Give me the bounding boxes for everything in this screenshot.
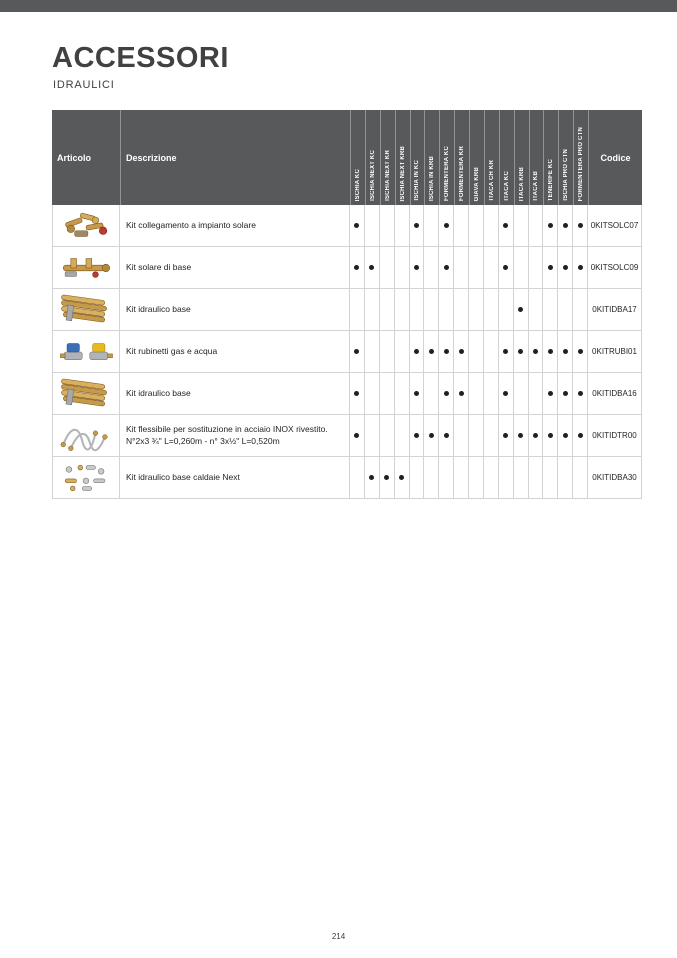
compatibility-dot: [369, 475, 374, 480]
compatibility-cell-formentera-pro-ctn: [573, 205, 588, 247]
compatibility-cell-ischia-next-krb: [395, 331, 410, 373]
compatibility-cell-ischia-in-kc: [410, 205, 425, 247]
compatibility-dot: [548, 349, 553, 354]
column-header-giava-krb: [469, 110, 484, 205]
compatibility-cell-ischia-next-kc: [365, 289, 380, 331]
page-title: ACCESSORI: [52, 42, 229, 74]
gas-water-taps-kit-image: [57, 334, 115, 370]
model-column-label: FORMENTERA PRO CTN: [578, 126, 585, 201]
model-column-label: ITACA CH KR: [488, 160, 495, 201]
compatibility-dot: [459, 349, 464, 354]
compatibility-cell-giava-krb: [469, 289, 484, 331]
compatibility-cell-formentera-kr: [454, 415, 469, 457]
compatibility-dot: [548, 391, 553, 396]
compatibility-cell-ischia-in-kc: [410, 289, 425, 331]
compatibility-dot: [548, 265, 553, 270]
column-header-ischia-kc: [350, 110, 365, 205]
compatibility-cell-itaca-kc: [499, 331, 514, 373]
product-description: Kit flessibile per sostituzione in acciaio INOX rivestito. N°2x3 ¾" L=0,260m - n° 3x½" L=0,520m: [120, 415, 350, 457]
column-header-articolo: Articolo: [52, 110, 120, 205]
hydraulic-base-kit-image: [57, 376, 115, 412]
compatibility-cell-itaca-krb: [514, 457, 529, 499]
compatibility-cell-ischia-next-krb: [395, 457, 410, 499]
product-image-cell: [52, 457, 120, 499]
compatibility-dot: [369, 265, 374, 270]
column-header-itaca-krb: [514, 110, 529, 205]
compatibility-dot: [563, 349, 568, 354]
compatibility-cell-ischia-pro-ctn: [558, 373, 573, 415]
product-code: 0KITSOLC09: [588, 247, 642, 289]
product-image-cell: [52, 331, 120, 373]
product-description: Kit rubinetti gas e acqua: [120, 331, 350, 373]
compatibility-dot: [429, 433, 434, 438]
compatibility-cell-ischia-next-kr: [380, 247, 395, 289]
compatibility-cell-ischia-next-kc: [365, 415, 380, 457]
accessories-table: [52, 110, 642, 499]
compatibility-cell-tenerife-kc: [543, 331, 558, 373]
compatibility-cell-ischia-in-kc: [410, 457, 425, 499]
column-header-formentera-kr: [454, 110, 469, 205]
next-hydraulic-kit-image: [57, 460, 115, 496]
compatibility-cell-ischia-next-kc: [365, 247, 380, 289]
compatibility-dot: [503, 349, 508, 354]
compatibility-cell-itaca-kc: [499, 457, 514, 499]
compatibility-dot: [518, 307, 523, 312]
compatibility-dot: [563, 391, 568, 396]
hydraulic-base-kit-image: [57, 292, 115, 328]
compatibility-dot: [518, 433, 523, 438]
model-column-label: FORMENTERA KC: [444, 145, 451, 201]
model-column-label: ISCHIA PRO CTN: [563, 149, 570, 201]
compatibility-cell-ischia-next-kc: [365, 331, 380, 373]
compatibility-dot: [533, 349, 538, 354]
compatibility-cell-ischia-kc: [350, 415, 365, 457]
compatibility-cell-giava-krb: [469, 373, 484, 415]
solar-connection-kit-image: [57, 208, 115, 244]
compatibility-cell-ischia-in-kc: [410, 247, 425, 289]
compatibility-cell-formentera-kr: [454, 247, 469, 289]
compatibility-dot: [429, 349, 434, 354]
column-header-tenerife-kc: [543, 110, 558, 205]
compatibility-dot: [548, 223, 553, 228]
product-description: Kit solare di base: [120, 247, 350, 289]
product-code: 0KITIDBA16: [588, 373, 642, 415]
compatibility-cell-itaca-kb: [529, 331, 544, 373]
compatibility-cell-ischia-in-krb: [424, 457, 439, 499]
compatibility-cell-formentera-kc: [439, 289, 454, 331]
model-column-label: ISCHIA IN KC: [414, 160, 421, 201]
compatibility-dot: [444, 433, 449, 438]
product-code: 0KITSOLC07: [588, 205, 642, 247]
compatibility-cell-tenerife-kc: [543, 205, 558, 247]
compatibility-cell-ischia-next-kr: [380, 331, 395, 373]
compatibility-cell-tenerife-kc: [543, 457, 558, 499]
product-description: Kit idraulico base: [120, 373, 350, 415]
product-image-cell: [52, 247, 120, 289]
compatibility-cell-itaca-kc: [499, 415, 514, 457]
compatibility-cell-itaca-kb: [529, 415, 544, 457]
compatibility-dot: [414, 433, 419, 438]
compatibility-cell-formentera-kc: [439, 457, 454, 499]
product-image-cell: [52, 205, 120, 247]
model-column-label: GIAVA KRB: [473, 166, 480, 201]
model-column-label: FORMENTERA KR: [459, 145, 466, 201]
compatibility-cell-tenerife-kc: [543, 289, 558, 331]
compatibility-cell-tenerife-kc: [543, 415, 558, 457]
compatibility-cell-itaca-kb: [529, 247, 544, 289]
compatibility-cell-itaca-ch-kr: [484, 289, 499, 331]
compatibility-cell-formentera-pro-ctn: [573, 331, 588, 373]
compatibility-cell-ischia-next-krb: [395, 415, 410, 457]
column-header-ischia-next-kc: [365, 110, 380, 205]
product-description: Kit collegamento a impianto solare: [120, 205, 350, 247]
compatibility-cell-ischia-next-kc: [365, 205, 380, 247]
column-header-descrizione: Descrizione: [120, 110, 350, 205]
compatibility-cell-ischia-kc: [350, 373, 365, 415]
compatibility-cell-itaca-kb: [529, 457, 544, 499]
model-column-label: ITACA KRB: [518, 166, 525, 201]
compatibility-cell-ischia-next-kr: [380, 415, 395, 457]
compatibility-cell-tenerife-kc: [543, 373, 558, 415]
compatibility-cell-itaca-ch-kr: [484, 247, 499, 289]
compatibility-cell-ischia-pro-ctn: [558, 247, 573, 289]
compatibility-cell-formentera-kc: [439, 331, 454, 373]
model-column-label: ISCHIA KC: [354, 168, 361, 201]
compatibility-dot: [444, 223, 449, 228]
column-header-ischia-in-krb: [424, 110, 439, 205]
compatibility-cell-itaca-kb: [529, 205, 544, 247]
product-image-cell: [52, 415, 120, 457]
product-code: 0KITIDBA30: [588, 457, 642, 499]
compatibility-cell-itaca-krb: [514, 205, 529, 247]
compatibility-dot: [578, 265, 583, 270]
column-header-itaca-kb: [529, 110, 544, 205]
flexible-hose-kit-image: [57, 418, 115, 454]
compatibility-dot: [503, 265, 508, 270]
compatibility-cell-giava-krb: [469, 415, 484, 457]
compatibility-cell-itaca-ch-kr: [484, 457, 499, 499]
solar-base-kit-image: [57, 250, 115, 286]
compatibility-cell-giava-krb: [469, 331, 484, 373]
compatibility-cell-ischia-kc: [350, 331, 365, 373]
compatibility-dot: [533, 433, 538, 438]
compatibility-cell-formentera-kr: [454, 289, 469, 331]
compatibility-cell-ischia-next-krb: [395, 289, 410, 331]
compatibility-dot: [503, 433, 508, 438]
compatibility-cell-ischia-kc: [350, 247, 365, 289]
compatibility-dot: [414, 223, 419, 228]
compatibility-dot: [459, 391, 464, 396]
compatibility-dot: [578, 433, 583, 438]
model-column-label: ITACA KB: [533, 171, 540, 201]
compatibility-cell-itaca-krb: [514, 373, 529, 415]
compatibility-cell-itaca-ch-kr: [484, 373, 499, 415]
compatibility-cell-ischia-pro-ctn: [558, 289, 573, 331]
compatibility-cell-ischia-next-kr: [380, 289, 395, 331]
product-image-cell: [52, 289, 120, 331]
compatibility-dot: [414, 391, 419, 396]
compatibility-cell-ischia-pro-ctn: [558, 205, 573, 247]
compatibility-dot: [503, 223, 508, 228]
compatibility-cell-itaca-kc: [499, 205, 514, 247]
compatibility-cell-giava-krb: [469, 457, 484, 499]
compatibility-dot: [354, 265, 359, 270]
compatibility-cell-formentera-kr: [454, 373, 469, 415]
compatibility-cell-ischia-pro-ctn: [558, 331, 573, 373]
compatibility-dot: [384, 475, 389, 480]
compatibility-cell-ischia-pro-ctn: [558, 415, 573, 457]
column-header-formentera-kc: [439, 110, 454, 205]
compatibility-cell-formentera-kc: [439, 205, 454, 247]
compatibility-cell-ischia-next-kc: [365, 373, 380, 415]
compatibility-cell-ischia-kc: [350, 457, 365, 499]
compatibility-cell-ischia-in-krb: [424, 205, 439, 247]
page-number: 214: [331, 932, 346, 941]
model-column-label: ISCHIA IN KRB: [429, 155, 436, 201]
column-header-ischia-pro-ctn: [558, 110, 573, 205]
compatibility-cell-ischia-in-krb: [424, 415, 439, 457]
compatibility-cell-ischia-next-krb: [395, 373, 410, 415]
compatibility-cell-ischia-in-kc: [410, 331, 425, 373]
compatibility-cell-ischia-in-krb: [424, 289, 439, 331]
compatibility-dot: [578, 391, 583, 396]
compatibility-cell-ischia-next-kr: [380, 457, 395, 499]
compatibility-cell-giava-krb: [469, 205, 484, 247]
product-code: 0KITIDTR00: [588, 415, 642, 457]
compatibility-dot: [354, 349, 359, 354]
compatibility-dot: [444, 265, 449, 270]
compatibility-cell-formentera-pro-ctn: [573, 373, 588, 415]
compatibility-cell-ischia-in-kc: [410, 373, 425, 415]
compatibility-cell-formentera-kr: [454, 205, 469, 247]
compatibility-cell-formentera-pro-ctn: [573, 415, 588, 457]
compatibility-cell-itaca-kc: [499, 373, 514, 415]
compatibility-dot: [578, 223, 583, 228]
column-header-ischia-next-krb: [395, 110, 410, 205]
compatibility-cell-tenerife-kc: [543, 247, 558, 289]
compatibility-cell-itaca-kc: [499, 247, 514, 289]
column-header-itaca-ch-kr: [484, 110, 499, 205]
compatibility-cell-ischia-kc: [350, 289, 365, 331]
compatibility-dot: [563, 223, 568, 228]
compatibility-dot: [503, 391, 508, 396]
product-description: Kit idraulico base caldaie Next: [120, 457, 350, 499]
model-column-label: ISCHIA NEXT KRB: [399, 145, 406, 201]
compatibility-cell-itaca-krb: [514, 415, 529, 457]
compatibility-cell-formentera-kr: [454, 457, 469, 499]
model-column-label: ISCHIA NEXT KC: [369, 150, 376, 201]
compatibility-cell-itaca-ch-kr: [484, 205, 499, 247]
column-header-formentera-pro-ctn: [573, 110, 588, 205]
compatibility-cell-formentera-kc: [439, 247, 454, 289]
product-code: 0KITRUBI01: [588, 331, 642, 373]
compatibility-cell-itaca-kb: [529, 289, 544, 331]
compatibility-cell-ischia-next-kr: [380, 205, 395, 247]
compatibility-cell-formentera-kr: [454, 331, 469, 373]
compatibility-dot: [444, 391, 449, 396]
compatibility-cell-formentera-kc: [439, 415, 454, 457]
column-header-ischia-next-kr: [380, 110, 395, 205]
compatibility-dot: [354, 223, 359, 228]
compatibility-cell-formentera-kc: [439, 373, 454, 415]
compatibility-cell-ischia-in-kc: [410, 415, 425, 457]
compatibility-dot: [548, 433, 553, 438]
compatibility-cell-itaca-kc: [499, 289, 514, 331]
compatibility-cell-itaca-kb: [529, 373, 544, 415]
compatibility-cell-ischia-next-krb: [395, 205, 410, 247]
column-header-codice: Codice: [588, 110, 642, 205]
compatibility-dot: [444, 349, 449, 354]
compatibility-cell-itaca-ch-kr: [484, 331, 499, 373]
compatibility-dot: [399, 475, 404, 480]
compatibility-cell-itaca-krb: [514, 331, 529, 373]
column-header-ischia-in-kc: [410, 110, 425, 205]
compatibility-dot: [563, 265, 568, 270]
product-code: 0KITIDBA17: [588, 289, 642, 331]
compatibility-cell-formentera-pro-ctn: [573, 247, 588, 289]
compatibility-cell-ischia-in-krb: [424, 247, 439, 289]
model-column-label: ITACA KC: [503, 171, 510, 201]
compatibility-cell-ischia-in-krb: [424, 331, 439, 373]
compatibility-cell-formentera-pro-ctn: [573, 289, 588, 331]
compatibility-dot: [354, 391, 359, 396]
product-description: Kit idraulico base: [120, 289, 350, 331]
model-column-label: TENERIFE KC: [548, 158, 555, 201]
column-header-itaca-kc: [499, 110, 514, 205]
compatibility-cell-itaca-krb: [514, 289, 529, 331]
compatibility-cell-giava-krb: [469, 247, 484, 289]
model-column-label: ISCHIA NEXT KR: [384, 150, 391, 201]
compatibility-cell-ischia-kc: [350, 205, 365, 247]
compatibility-dot: [518, 349, 523, 354]
compatibility-cell-itaca-krb: [514, 247, 529, 289]
compatibility-dot: [563, 433, 568, 438]
compatibility-dot: [414, 265, 419, 270]
compatibility-cell-ischia-in-krb: [424, 373, 439, 415]
top-bar: [0, 0, 677, 12]
compatibility-cell-ischia-next-kc: [365, 457, 380, 499]
compatibility-cell-ischia-pro-ctn: [558, 457, 573, 499]
compatibility-dot: [414, 349, 419, 354]
product-image-cell: [52, 373, 120, 415]
compatibility-dot: [578, 349, 583, 354]
page-subtitle: IDRAULICI: [53, 79, 115, 91]
compatibility-cell-itaca-ch-kr: [484, 415, 499, 457]
compatibility-cell-ischia-next-krb: [395, 247, 410, 289]
compatibility-cell-formentera-pro-ctn: [573, 457, 588, 499]
compatibility-cell-ischia-next-kr: [380, 373, 395, 415]
compatibility-dot: [354, 433, 359, 438]
